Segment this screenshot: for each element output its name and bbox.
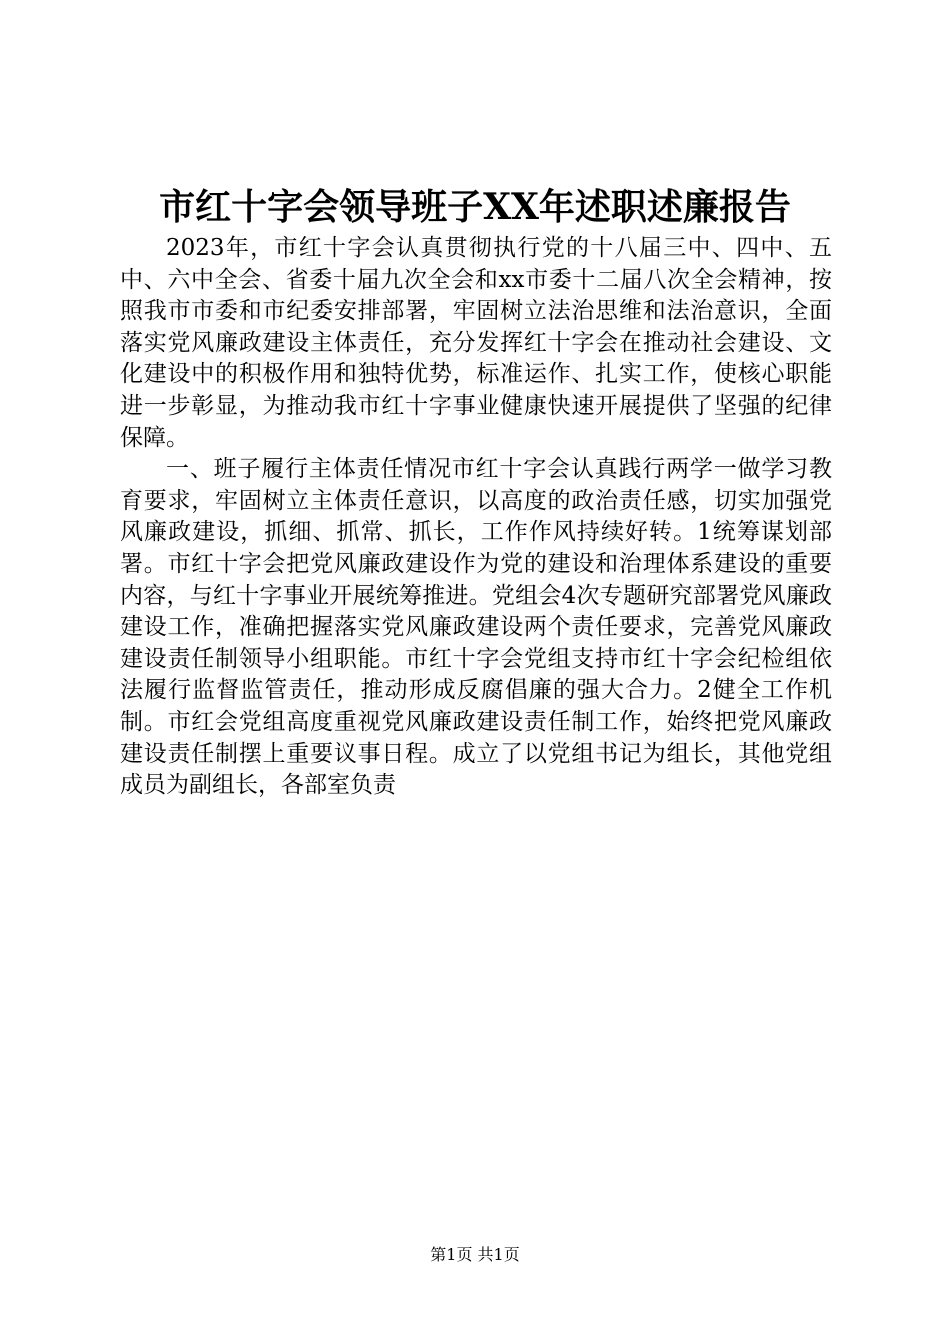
document-body <box>120 233 832 802</box>
paragraph-section-one: 一、班子履行主体责任情况市红十字会认真践行两学一做学习教育要求，牢固树立主体责任意识，以高度的政治责任感，切实加强党风廉政建设，抓细、抓常、抓长，工作作风持续好转。1统筹谋划部署。市红十字会把党风廉政建设作为党的建设和治理体系建设的重要内容，与红十字事业开展统筹推进。党组会4次专题研究部署党风廉政建设工作，准确把握落实党风廉政建设两个责任要求，完善党风廉政建设责任制领导小组职能。市红十字会党组支持市红十字会纪检组依法履行监督监管责任，推动形成反腐倡廉的强大合力。2健全工作机制。市红会党组高度重视党风廉政建设责任制工作，始终把党风廉政建设责任制摆上重要议事日程。成立了以党组书记为组长，其他党组成员为副组长，各部室负责 <box>120 456 832 799</box>
page-number-footer: 第1页 共1页 <box>430 1245 520 1264</box>
paragraph-intro: 2023年，市红十字会认真贯彻执行党的十八届三中、四中、五中、六中全会、省委十届九次全会和xx市委十二届八次全会精神，按照我市市委和市纪委安排部署，牢固树立法治思维和法治意识，全面落实党风廉政建设主体责任，充分发挥红十字会在推动社会建设、文化建设中的积极作用和独特优势，标准运作、扎实工作，使核心职能进一步彰显，为推动我市红十字事业健康快速开展提供了坚强的纪律保障。 <box>120 235 832 451</box>
document-title: 市红十字会领导班子XX年述职述廉报告 <box>159 186 791 228</box>
